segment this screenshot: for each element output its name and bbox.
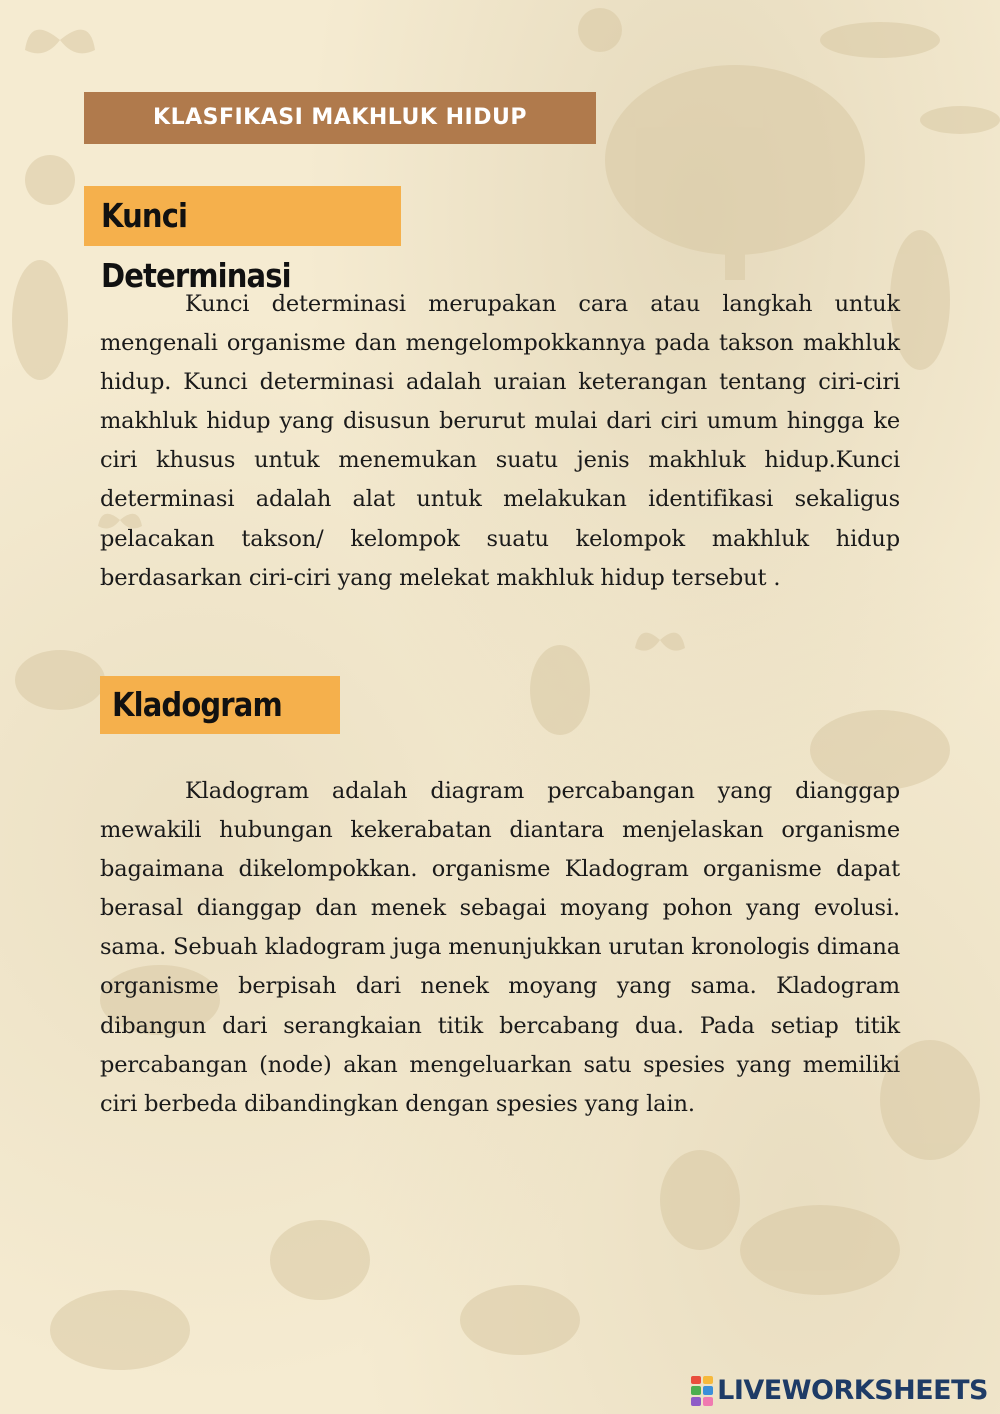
liveworksheets-brand — [691, 1375, 988, 1406]
section-heading-kunci-determinasi — [84, 186, 401, 295]
section-heading-kladogram — [100, 676, 340, 734]
page-banner: KLASFIKASI MAKHLUK HIDUP — [84, 92, 596, 144]
liveworksheets-logo-icon — [691, 1376, 713, 1406]
liveworksheets-wordmark: LIVEWORKSHEETS — [717, 1375, 988, 1406]
section-heading-text: Kunci Determinasi — [101, 196, 291, 295]
section-paragraph-kladogram: Kladogram adalah diagram percabangan yang dianggap mewakili hubungan kekerabatan diantara menjelaskan organisme bagaimana dikelompokkan. organisme Kladogram organisme dapat berasal dianggap dan menek sebagai moyang pohon yang evolusi. sama. Sebuah kladogram juga menunjukkan urutan kronologis dimana organisme berpisah dari nenek moyang yang sama. Kladogram dibangun dari serangkaian titik bercabang dua. Pada setiap titik percabangan (node) akan mengeluarkan satu spesies yang memiliki ciri berbeda dibandingkan dengan spesies yang lain. — [100, 778, 900, 1117]
section-paragraph-kunci-determinasi: Kunci determinasi merupakan cara atau langkah untuk mengenali organisme dan mengelompokkannya pada takson makhluk hidup. Kunci determinasi adalah uraian keterangan tentang ciri-ciri makhluk hidup yang disusun berurut mulai dari ciri umum hingga ke ciri khusus untuk menemukan suatu jenis makhluk hidup.Kunci determinasi adalah alat untuk melakukan identifikasi sekaligus pelacakan takson/ kelompok suatu kelompok makhluk hidup berdasarkan ciri-ciri yang melekat makhluk hidup tersebut . — [100, 291, 900, 591]
section-heading-text: Kladogram — [112, 685, 282, 724]
